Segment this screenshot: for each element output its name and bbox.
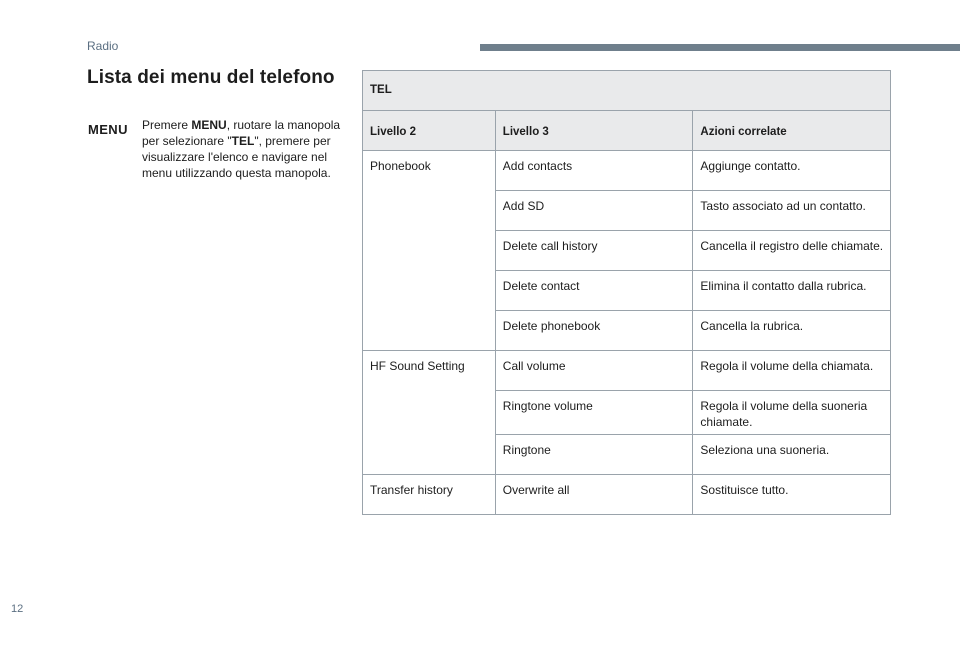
instruction-bold-menu: MENU bbox=[191, 118, 227, 132]
instruction-bold-tel: TEL bbox=[231, 134, 255, 148]
action-cell: Seleziona una suoneria. bbox=[693, 435, 891, 475]
instruction-part-2: , ruotare la manopola per selezionare " bbox=[142, 118, 341, 148]
page-number: 12 bbox=[11, 603, 24, 615]
level2-cell: HF Sound Setting bbox=[363, 351, 496, 475]
menu-key-label: MENU bbox=[88, 122, 128, 137]
page-title: Lista dei menu del telefono bbox=[87, 67, 335, 88]
level3-cell: Ringtone bbox=[495, 435, 693, 475]
level3-cell: Add contacts bbox=[495, 151, 693, 191]
action-cell: Cancella il registro delle chiamate. bbox=[693, 231, 891, 271]
level3-cell: Overwrite all bbox=[495, 475, 693, 515]
action-cell: Cancella la rubrica. bbox=[693, 311, 891, 351]
table-title: TEL bbox=[363, 71, 891, 111]
table-row bbox=[363, 151, 891, 191]
header-bar bbox=[480, 44, 960, 51]
table-row bbox=[363, 351, 891, 391]
level3-cell: Delete call history bbox=[495, 231, 693, 271]
level3-cell: Add SD bbox=[495, 191, 693, 231]
table-title-row bbox=[363, 71, 891, 111]
header-actions: Azioni correlate bbox=[693, 111, 891, 151]
table-row bbox=[363, 475, 891, 515]
level2-cell: Transfer history bbox=[363, 475, 496, 515]
level3-cell: Delete contact bbox=[495, 271, 693, 311]
action-cell: Regola il volume della chiamata. bbox=[693, 351, 891, 391]
section-label: Radio bbox=[87, 39, 119, 53]
header-level-2: Livello 2 bbox=[363, 111, 496, 151]
action-cell: Sostituisce tutto. bbox=[693, 475, 891, 515]
level3-cell: Call volume bbox=[495, 351, 693, 391]
action-cell: Aggiunge contatto. bbox=[693, 151, 891, 191]
header-level-3: Livello 3 bbox=[495, 111, 693, 151]
tel-menu-table bbox=[362, 70, 891, 515]
table-header-row bbox=[363, 111, 891, 151]
level3-cell: Delete phonebook bbox=[495, 311, 693, 351]
action-cell: Regola il volume della suoneria chiamate. bbox=[693, 391, 891, 435]
level2-cell: Phonebook bbox=[363, 151, 496, 351]
instruction-text bbox=[142, 117, 342, 181]
instruction-part-1: Premere bbox=[142, 118, 192, 132]
level3-cell: Ringtone volume bbox=[495, 391, 693, 435]
instruction-part-3: ", premere per visualizzare l'elenco e navigare nel menu utilizzando questa manopola. bbox=[142, 134, 331, 180]
action-cell: Elimina il contatto dalla rubrica. bbox=[693, 271, 891, 311]
action-cell: Tasto associato ad un contatto. bbox=[693, 191, 891, 231]
